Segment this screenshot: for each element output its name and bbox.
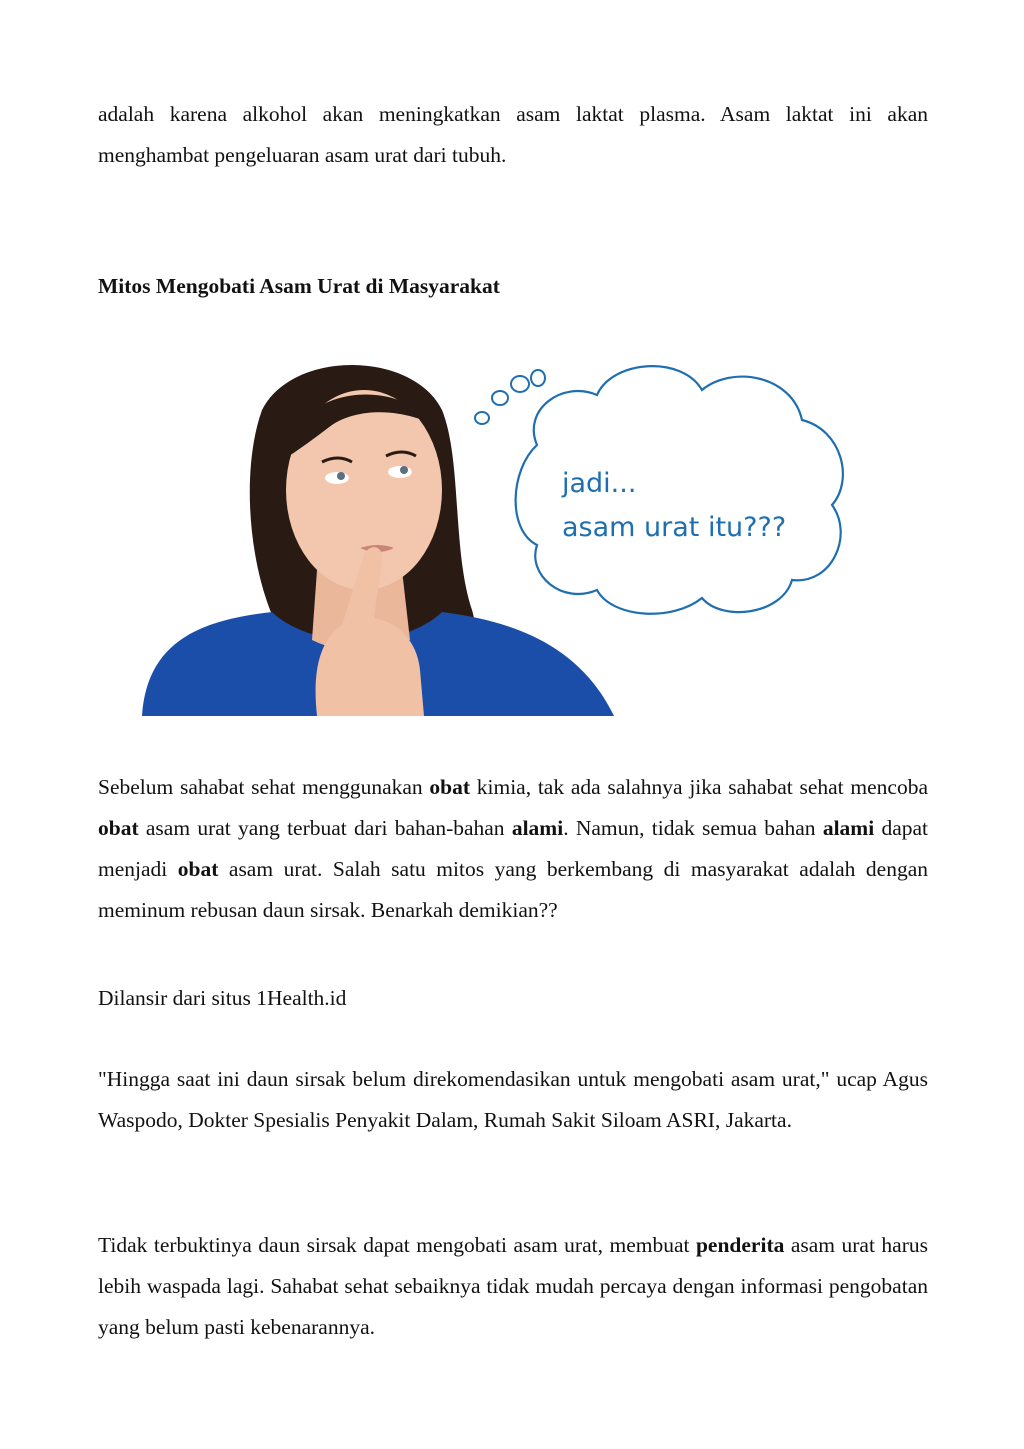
para1-bold-alami-1: alami bbox=[511, 816, 564, 840]
para1-text-3: asam urat yang terbuat dari bahan-bahan bbox=[138, 816, 512, 840]
section-heading: Mitos Mengobati Asam Urat di Masyarakat bbox=[98, 274, 500, 298]
paragraph-obat-alami bbox=[98, 767, 928, 931]
thought-dot-1 bbox=[475, 412, 489, 424]
left-pupil bbox=[337, 472, 345, 480]
para1-bold-obat-3: obat bbox=[177, 857, 219, 881]
para1-bold-obat-1: obat bbox=[429, 775, 471, 799]
quote-paragraph: "Hingga saat ini daun sirsak belum direkomendasikan untuk mengobati asam urat," ucap Agus Waspodo, Dokter Spesialis Penyakit Dalam, Rumah Sakit Siloam ASRI, Jakarta. bbox=[98, 1067, 928, 1132]
bubble-text-line-2: asam urat itu??? bbox=[562, 512, 787, 543]
thought-dot-4 bbox=[531, 370, 545, 386]
left-eye bbox=[325, 472, 349, 484]
intro-line-2: menghambat pengeluaran asam urat dari tubuh. bbox=[98, 143, 507, 167]
thinking-woman-illustration bbox=[142, 350, 852, 716]
para1-bold-alami-2: alami bbox=[822, 816, 875, 840]
para1-text-6: asam urat. Salah satu mitos yang berkembang di masyarakat adalah dengan meminum rebusan daun sirsak. Benarkah demikian?? bbox=[98, 857, 928, 922]
thought-dot-2 bbox=[492, 391, 508, 405]
paragraph-penderita bbox=[98, 1225, 928, 1348]
para1-text-2: kimia, tak ada salahnya jika sahabat sehat mencoba bbox=[470, 775, 928, 799]
thought-dot-3 bbox=[511, 376, 529, 392]
intro-line-1: adalah karena alkohol akan meningkatkan asam laktat plasma. Asam laktat ini akan bbox=[98, 102, 928, 126]
para1-text-4: . Namun, tidak semua bahan bbox=[563, 816, 823, 840]
para3-text-2: asam urat harus lebih waspada lagi. Sahabat sehat sebaiknya tidak mudah percaya dengan informasi pengobatan yang belum pasti kebenarannya. bbox=[98, 1233, 928, 1339]
para1-text-5: dapat menjadi bbox=[98, 816, 928, 881]
source-line: Dilansir dari situs 1Health.id bbox=[98, 986, 347, 1010]
intro-paragraph bbox=[98, 94, 928, 176]
bubble-text-line-1: jadi... bbox=[562, 468, 637, 499]
para1-text-1: Sebelum sahabat sehat menggunakan bbox=[98, 775, 430, 799]
para3-text-1: Tidak terbuktinya daun sirsak dapat mengobati asam urat, membuat bbox=[98, 1233, 696, 1257]
right-pupil bbox=[400, 466, 408, 474]
right-eye bbox=[388, 466, 412, 478]
para1-bold-obat-2: obat bbox=[98, 816, 139, 840]
para3-bold-penderita: penderita bbox=[695, 1233, 785, 1257]
